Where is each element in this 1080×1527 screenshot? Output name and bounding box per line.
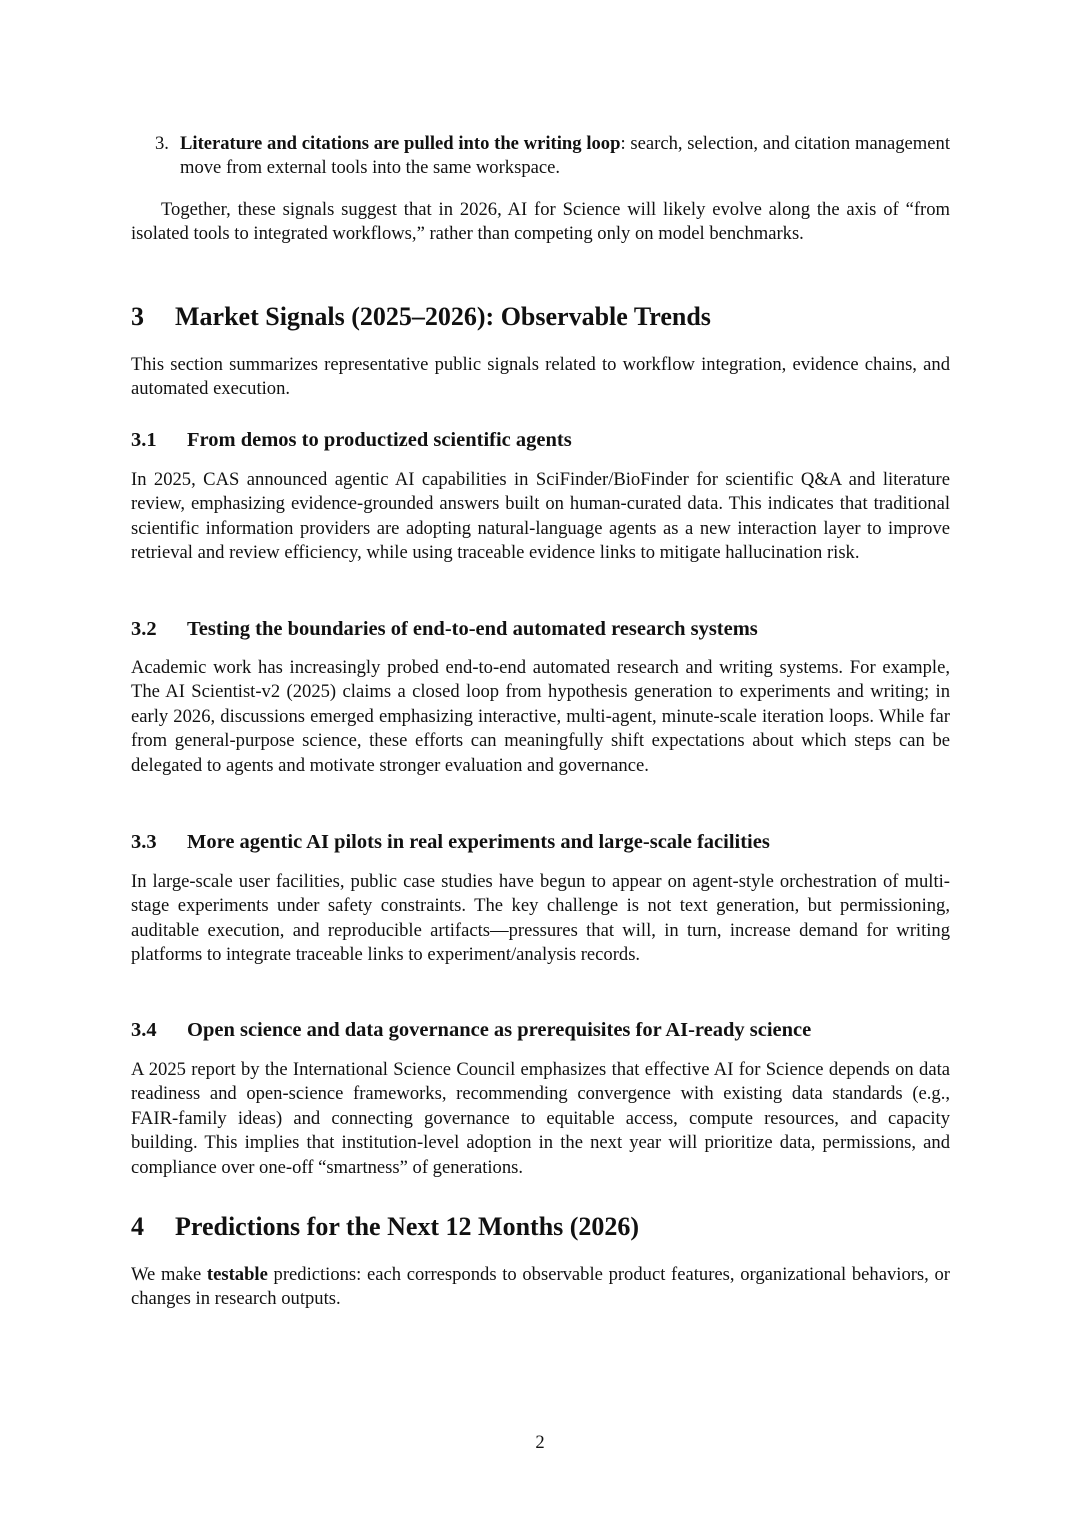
section-3-intro: This section summarizes representative public signals related to workflow integration, evidence chains, and automated execution. [131, 354, 950, 400]
subsection-3-2-heading: 3.2 Testing the boundaries of end-to-end automated research systems [131, 618, 758, 640]
subsection-3-1-heading: 3.1 From demos to productized scientific agents [131, 429, 572, 451]
list-item-number: 3. [155, 133, 169, 154]
section-4-heading: 4 Predictions for the Next 12 Months (2026) [131, 1212, 640, 1241]
subsection-3-3-body: In large-scale user facilities, public case studies have begun to appear on agent-style orchestration of multi-stage experiments under safety constraints. The key challenge is not text generation, but permissioning, auditable execution, and reproducible artifacts—pressures that will, in turn, increase demand for writing platforms to integrate traceable links to experiment/analysis records. [131, 871, 950, 966]
list-item [155, 132, 950, 181]
subsection-3-1-body: In 2025, CAS announced agentic AI capabilities in SciFinder/BioFinder for scientific Q&A and literature review, emphasizing evidence-grounded answers built on human-curated data. This indicates that traditional scientific information providers are adopting natural-language agents as a new interaction layer to improve retrieval and review efficiency, while using traceable evidence links to mitigate hallucination risk. [131, 469, 950, 564]
section-3-heading: 3 Market Signals (2025–2026): Observable Trends [131, 302, 711, 331]
subsection-3-3-heading: 3.3 More agentic AI pilots in real experiments and large-scale facilities [131, 831, 770, 853]
page-number: 2 [535, 1432, 545, 1453]
list-item-bold-lead: Literature and citations are pulled into the writing loop [180, 133, 621, 154]
section-4-intro: We make testable predictions: each corresponds to observable product features, organizational behaviors, or changes in research outputs. [131, 1264, 950, 1310]
subsection-3-4-heading: 3.4 Open science and data governance as prerequisites for AI-ready science [131, 1019, 812, 1041]
subsection-3-2-body: Academic work has increasingly probed end-to-end automated research and writing systems. For example, The AI Scientist-v2 (2025) claims a closed loop from hypothesis generation to experiments and writing; in early 2026, discussions emerged emphasizing interactive, multi-agent, minute-scale iteration loops. While far from general-purpose science, these efforts can meaningfully shift expectations about which steps can be delegated to agents and motivate stronger evaluation and governance. [131, 657, 950, 776]
emphasis-testable: testable [206, 1264, 268, 1285]
subsection-3-4-body: A 2025 report by the International Science Council emphasizes that effective AI for Science depends on data readiness and open-science frameworks, recommending convergence with existing data standards (e.g., FAIR-family ideas) and connecting governance to equitable access, compute resources, and capacity building. This implies that institution-level adoption in the next year will prioritize data, permissions, and compliance over one-off “smartness” of generations. [131, 1059, 950, 1178]
together-paragraph: Together, these signals suggest that in 2026, AI for Science will likely evolve along the axis of “from isolated tools to integrated workflows,” rather than competing only on model benchmarks. [131, 199, 950, 245]
list-item-text: Literature and citations are pulled into the writing loop: search, selection, and citation management move from external tools into the same workspace. [180, 133, 950, 179]
